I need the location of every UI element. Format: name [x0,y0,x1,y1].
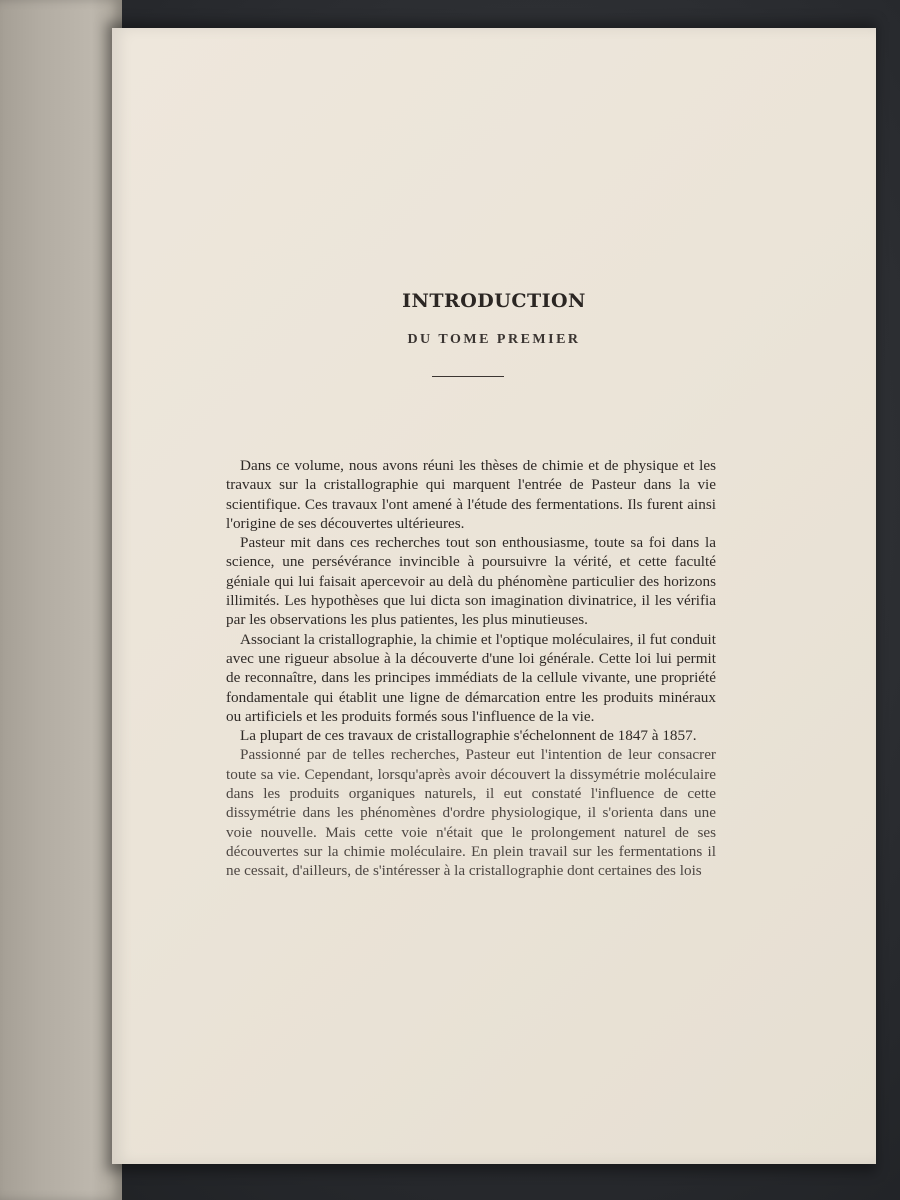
body-text [226,456,716,881]
left-page-edge [0,0,122,1200]
paragraph-2: Pasteur mit dans ces recherches tout son enthousiasme, toute sa foi dans la science, une persévérance invincible à poursuivre la vérité, et cette faculté géniale qui lui faisait apercevoir au delà du phénomène particulier des horizons illimités. Les hypothèses que lui dicta son imagination divinatrice, il les vérifia par les observations les plus patientes, les plus minutieuses. [226,534,716,629]
paragraph-5: Passionné par de telles recherches, Pasteur eut l'intention de leur consacrer toute sa vie. Cependant, lorsqu'après avoir découvert la dissymétrie moléculaire dans les produits organiques naturels, il eut constaté l'influence de cette dissymétrie dans les phénomènes d'ordre physiologique, il s'orienta dans une voie nouvelle. Mais cette voie n'était que le prolongement naturel de ses découvertes sur la chimie moléculaire. En plein travail sur les fermentations il ne cessait, d'ailleurs, de s'intéresser à la cristallographie dont certaines des lois [226,746,716,880]
title-divider [432,376,504,377]
page-subtitle: DU TOME PREMIER [407,332,581,347]
paragraph-3: Associant la cristallographie, la chimie et l'optique moléculaires, il fut conduit avec une rigueur absolue à la découverte d'une loi générale. Cette loi lui permit de reconnaître, dans les principes immédiats de la cellule vivante, une propriété fondamentale qui établit une ligne de démarcation entre les produits minéraux ou artificiels et les produits formés sous l'influence de la vie. [226,630,716,725]
paragraph-1: Dans ce volume, nous avons réuni les thèses de chimie et de physique et les travaux sur la cristallographie qui marquent l'entrée de Pasteur dans la vie scientifique. Ces travaux l'ont amené à l'étude des fermentations. Ils furent ainsi l'origine de ses découvertes ultérieures. [226,457,716,532]
page-title: INTRODUCTION [402,290,586,312]
paragraph-4: La plupart de ces travaux de cristallographie s'échelonnent de 1847 à 1857. [240,727,697,745]
